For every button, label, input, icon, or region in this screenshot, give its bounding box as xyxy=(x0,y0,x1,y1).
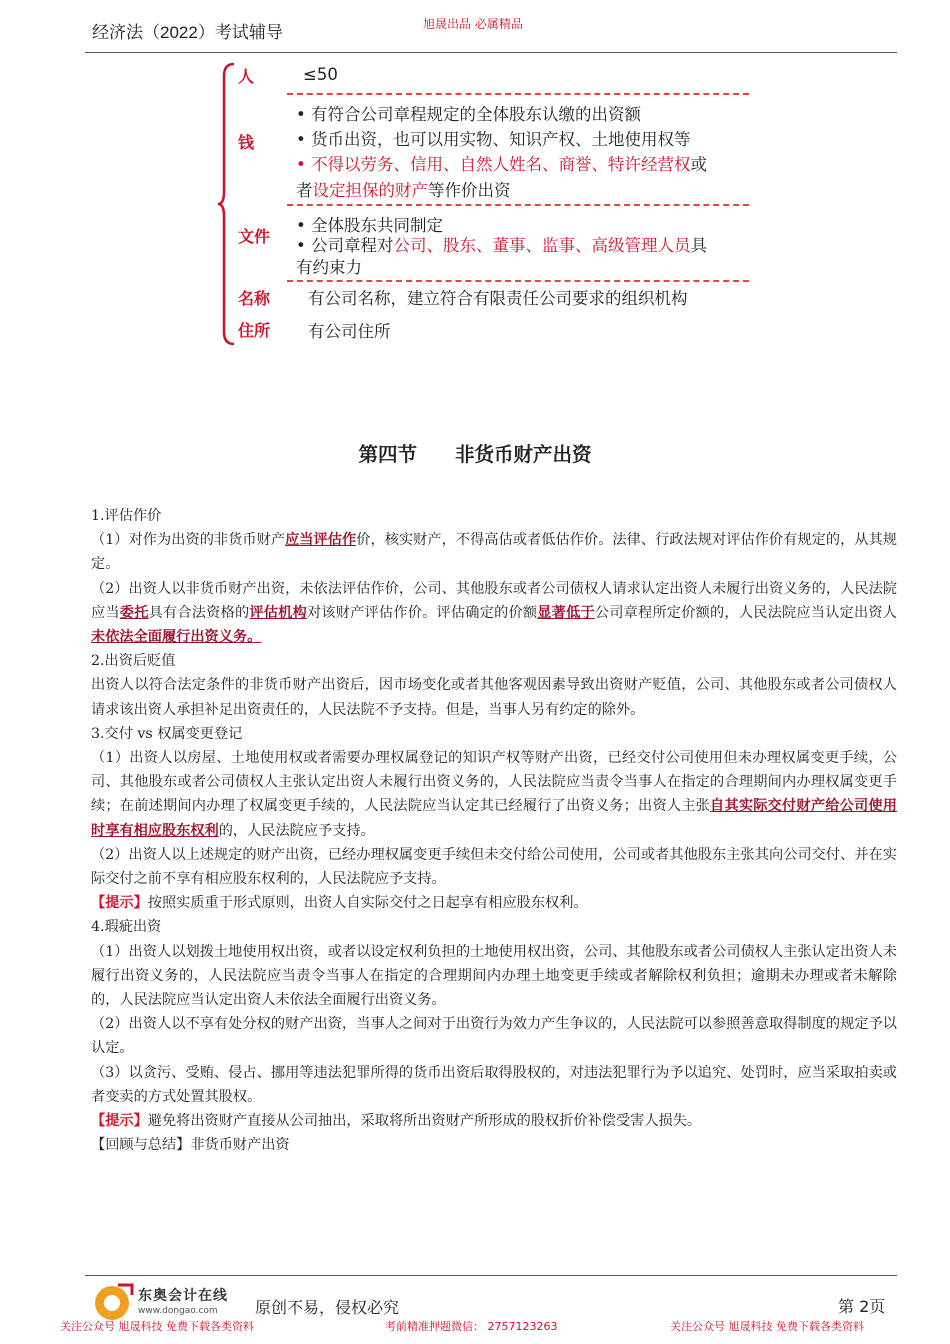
paragraph-text: 具有合法资格的 xyxy=(148,604,250,621)
highlighted-text: • 不得以劳务、信用、自然人姓名、商誉、特许经营权 xyxy=(296,155,691,174)
section-number: 第四节 xyxy=(358,443,417,466)
left-brace-graphic xyxy=(216,62,236,346)
figure-line xyxy=(308,285,688,309)
document-header-title: 经济法（2022）考试辅导 xyxy=(92,23,283,42)
body-paragraph xyxy=(91,891,897,915)
figure-text: 有约束力 xyxy=(296,258,362,277)
figure-line xyxy=(308,318,391,342)
dongao-logo-icon xyxy=(92,1281,137,1323)
figure-text: 或 xyxy=(690,155,707,174)
body-paragraph xyxy=(91,843,897,891)
emphasized-text: 未依法全面履行出资义务。 xyxy=(91,629,262,646)
figure-label-domicile: 住所 xyxy=(238,321,271,340)
paragraph-text: （2）出资人以不享有处分权的财产出资，当事人之间对于出资行为效力产生争议的，人民法院可以参照善意取得制度的规定予以认定。 xyxy=(91,1016,897,1057)
body-text xyxy=(91,504,897,1157)
paragraph-text: （2）出资人以上述规定的财产出资，已经办理权属变更手续但未交付给公司使用，公司或者其他股东主张其向公司交付、并在实际交付之前不享有相应股东权利的，人民法院应予支持。 xyxy=(91,846,897,888)
figure-label-people: 人 xyxy=(238,67,255,86)
dashed-divider xyxy=(287,93,749,95)
figure-text: • 全体股东共同制定 xyxy=(296,216,443,235)
figure-text: 等作价出资 xyxy=(428,181,511,200)
figure-label-money: 钱 xyxy=(238,133,255,152)
paragraph-text: （3）以贪污、受贿、侵占、挪用等违法犯罪所得的货币出资后取得股权的，对违法犯罪行为予以追究、处罚时，应当采取拍卖或者变卖的方式处置其股权。 xyxy=(91,1064,897,1105)
figure-text: 者 xyxy=(296,181,313,200)
figure-text: ≤50 xyxy=(303,65,338,84)
body-paragraph xyxy=(91,577,897,650)
figure-line xyxy=(296,232,707,256)
paragraph-text: （1）出资人以房屋、土地使用权或者需要办理权属登记的知识产权等财产出资，已经交付公司使用但未办理权属变更手续，公司、其他股东或者公司债权人主张认定出资人未履行出资义务的，人民法院应当责令当事人在指定的合理期间内办理权属变更手续；在前述期间内办理了权属变更手续的，人民法院应当认定其已经履行了出资义务；出资人主张 xyxy=(91,750,897,815)
figure-label-documents: 文件 xyxy=(238,227,271,246)
figure-line xyxy=(296,101,641,125)
body-paragraph xyxy=(91,528,897,576)
paragraph-text: （1）出资人以划拨土地使用权出资，或者以设定权利负担的土地使用权出资，公司、其他股东或者公司债权人主张认定出资人未履行出资义务的，人民法院应当责令当事人在指定的合理期间内办理土地变更手续或者解除权利负担；逾期未办理或者未解除的，人民法院应当认定出资人未依法全面履行出资义务。 xyxy=(91,943,897,1009)
page-number: 第 2页 xyxy=(838,1297,886,1316)
paragraph-text: 公司章程所定价额的，人民法院应当认定出资人 xyxy=(594,604,897,621)
paragraph-text: 出资人以符合法定条件的非货币财产出资后，因市场变化或者其他客观因素导致出资财产贬值，公司、其他股东或者公司债权人请求该出资人承担补足出资责任的，人民法院不予支持。但是，当事人另有约定的除外。 xyxy=(91,677,897,718)
figure-text: • 有符合公司章程规定的全体股东认缴的出资额 xyxy=(296,105,641,124)
body-paragraph xyxy=(91,746,897,843)
emphasized-text: 应当评估作 xyxy=(285,532,357,549)
figure-line xyxy=(296,254,362,278)
figure-text: • 货币出资，也可以用实物、知识产权、土地使用权等 xyxy=(296,130,691,149)
body-paragraph xyxy=(91,1012,897,1060)
section-title: 非货币财产出资 xyxy=(455,443,592,466)
paragraph-text: 4.瑕疵出资 xyxy=(91,919,162,936)
paragraph-text: 的，人民法院应予支持。 xyxy=(218,822,375,839)
figure-line xyxy=(296,177,511,201)
figure-line xyxy=(296,151,707,175)
paragraph-text: 对该财产评估作价。评估确定的价额 xyxy=(306,604,538,621)
watermark-right: 关注公众号 旭晟科技 免费下载各类资料 xyxy=(670,1320,864,1333)
tip-label: 【提示】 xyxy=(91,895,148,912)
footer-motto: 原创不易，侵权必究 xyxy=(255,1298,400,1317)
watermark-center: 考前精准押题微信： 2757123263 xyxy=(385,1320,558,1333)
emphasized-text: 委托 xyxy=(119,604,149,621)
header-divider xyxy=(85,52,897,53)
figure-text: 有公司住所 xyxy=(308,322,391,341)
dashed-divider xyxy=(287,204,749,206)
paragraph-text: 1.评估作价 xyxy=(91,508,162,524)
body-paragraph xyxy=(91,722,897,746)
tip-label: 【提示】 xyxy=(91,1113,148,1130)
brand-url: www.dongao.com xyxy=(138,1306,218,1316)
figure-label-name: 名称 xyxy=(238,289,271,308)
figure-line xyxy=(303,65,338,84)
body-paragraph xyxy=(91,504,897,528)
watermark-left: 关注公众号 旭晟科技 免费下载各类资料 xyxy=(60,1320,254,1333)
highlighted-text: 设定担保的财产 xyxy=(312,181,428,200)
section-heading xyxy=(0,439,950,467)
paragraph-text: 避免将出资财产直接从公司抽出，采取将所出资财产所形成的股权折价补偿受害人损失。 xyxy=(147,1113,702,1130)
paragraph-text: 按照实质重于形式原则，出资人自实际交付之日起享有相应股东权利。 xyxy=(147,895,588,912)
body-paragraph xyxy=(91,673,897,721)
body-paragraph xyxy=(91,940,897,1013)
emphasized-text: 评估机构 xyxy=(249,604,307,621)
emphasized-text: 自其实际交付财产给公司使用时享有相应股东权利 xyxy=(91,798,897,839)
figure-text: 有公司名称，建立符合有限责任公司要求的组织机构 xyxy=(308,289,688,308)
paragraph-text: 价，核实财产，不得高估或者低估作价。法律、行政法规对评估作价有规定的，从其规定。 xyxy=(91,532,897,573)
brand-name: 东奥会计在线 xyxy=(138,1288,228,1304)
footer-divider xyxy=(85,1275,897,1276)
paragraph-text: 2.出资后贬值 xyxy=(91,653,176,670)
paragraph-text: 3.交付 vs 权属变更登记 xyxy=(91,725,243,742)
body-paragraph xyxy=(91,915,897,939)
body-paragraph xyxy=(91,1109,897,1133)
figure-text: • 公司章程对 xyxy=(296,236,394,255)
figure-text: 具 xyxy=(690,236,707,255)
emphasized-text: 显著低于 xyxy=(537,604,595,621)
figure-line xyxy=(296,126,690,150)
paragraph-text: 【回顾与总结】非货币财产出资 xyxy=(91,1137,290,1154)
dashed-divider xyxy=(287,280,749,282)
paragraph-text: （2）出资人以非货币财产出资，未依法评估作价，公司、其他股东或者公司债权人请求认定出资人未履行出资义务的，人民法院应当 xyxy=(91,580,897,621)
body-paragraph xyxy=(91,649,897,673)
paragraph-text: （1）对作为出资的非货币财产 xyxy=(91,532,286,549)
highlighted-text: 公司、股东、董事、监事、高级管理人员 xyxy=(393,236,691,255)
header-slogan: 旭晟出品 必属精品 xyxy=(423,17,523,31)
body-paragraph xyxy=(91,1133,897,1157)
body-paragraph xyxy=(91,1061,897,1109)
